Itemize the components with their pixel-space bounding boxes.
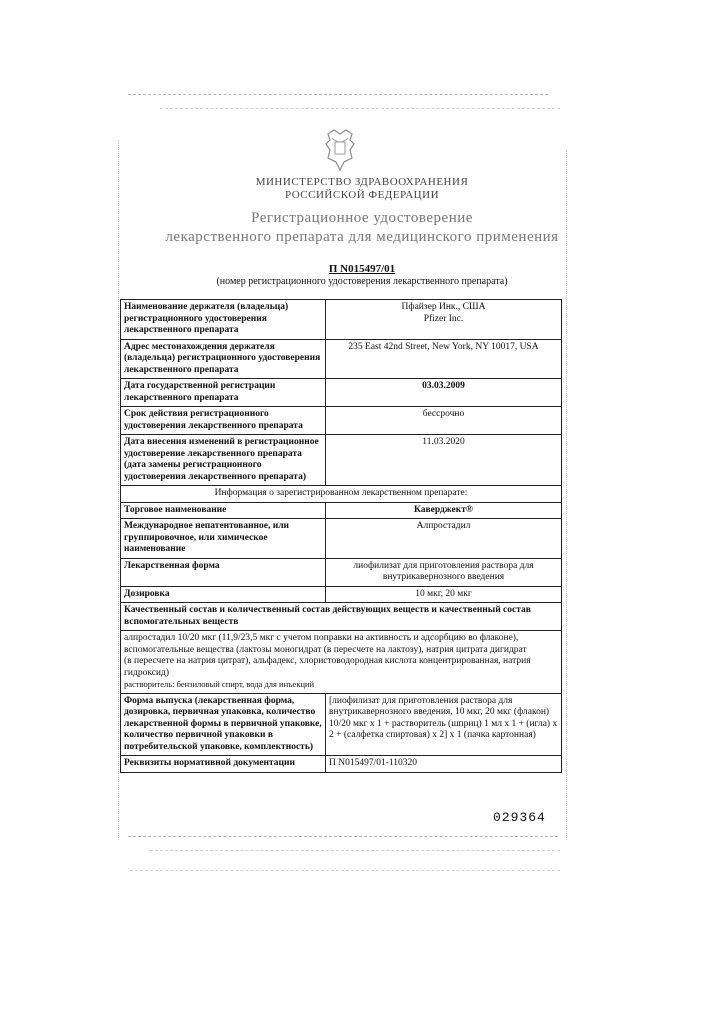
composition-text xyxy=(121,631,562,694)
coat-of-arms-emblem xyxy=(320,128,360,172)
table-row xyxy=(121,558,562,586)
scan-artifact-line xyxy=(128,94,548,95)
scan-artifact-line xyxy=(150,850,560,851)
composition-excipients-cont: (в пересчете на натрия цитрат), альфадекс, хлористоводородная кислота концентрированная, натрия гидроксид) xyxy=(124,656,531,678)
table-row xyxy=(121,693,562,756)
normative-doc-value: П N015497/01-110320 xyxy=(326,756,562,773)
validity-label: Срок действия регистрационного удостоверения лекарственного препарата xyxy=(121,407,326,435)
release-form-value: [лиофилизат для приготовления раствора для внутрикавернозного введения, 10 мкг, 20 мкг (флакон) 10/20 мкг x 1 + растворитель (шприц) 1 мл x 1 + (игла) x 2 + (салфетка спиртовая) x 2] x 1 (пачка картонная) xyxy=(326,693,562,756)
composition-heading: Качественный состав и количественный состав действующих веществ и качественный состав вспомогательных веществ xyxy=(121,603,562,631)
holder-name-value xyxy=(326,300,562,340)
ministry-name-line1: МИНИСТЕРСТВО ЗДРАВООХРАНЕНИЯ xyxy=(255,176,469,188)
scan-artifact-line xyxy=(160,108,560,109)
table-row xyxy=(121,631,562,694)
table-row xyxy=(121,502,562,519)
inn-label: Международное непатентованное, или группировочное, или химическое наименование xyxy=(121,519,326,559)
form-border xyxy=(566,150,567,840)
certificate-subtitle: лекарственного препарата для медицинского применения xyxy=(165,229,559,245)
composition-active: алпростадил 10/20 мкг (11,9/23,5 мкг с учетом поправки на активность и адсорбцию во флаконе), xyxy=(124,633,519,643)
product-info-header: Информация о зарегистрированном лекарственном препарате: xyxy=(121,486,562,503)
dosage-form-label: Лекарственная форма xyxy=(121,558,326,586)
ministry-name-line2: РОССИЙСКОЙ ФЕДЕРАЦИИ xyxy=(284,189,440,201)
table-row xyxy=(121,603,562,631)
certificate-title: Регистрационное удостоверение xyxy=(251,210,473,226)
composition-solvent: растворитель: бензиловый спирт, вода для инъекций xyxy=(124,679,315,689)
strength-value: 10 мкг, 20 мкг xyxy=(326,586,562,603)
validity-value: бессрочно xyxy=(326,407,562,435)
amendment-date-value: 11.03.2020 xyxy=(326,435,562,486)
holder-name-en: Pfizer Inc. xyxy=(423,313,464,324)
holder-address-value: 235 East 42nd Street, New York, NY 10017, USA xyxy=(326,339,562,379)
table-row xyxy=(121,339,562,379)
table-row xyxy=(121,586,562,603)
table-row xyxy=(121,379,562,407)
strength-label: Дозировка xyxy=(121,586,326,603)
table-row xyxy=(121,486,562,503)
table-row xyxy=(121,756,562,773)
registration-number: П N015497/01 xyxy=(328,263,396,275)
holder-name-ru: Пфайзер Инк., США xyxy=(401,302,486,312)
registration-number-caption: (номер регистрационного удостоверения лекарственного препарата) xyxy=(216,276,508,287)
trade-name-label: Торговое наименование xyxy=(121,502,326,519)
table-row xyxy=(121,407,562,435)
table-row xyxy=(121,300,562,340)
table-row xyxy=(121,519,562,559)
release-form-label: Форма выпуска (лекарственная форма, дозировка, первичная упаковка, количество лекарственной формы в первичной упаковке, количество первичной упаковки в потребительской упаковке, комплектность) xyxy=(121,693,326,756)
trade-name-value: Каверджект® xyxy=(326,502,562,519)
holder-name-label: Наименование держателя (владельца) регистрационного удостоверения лекарственного препарата xyxy=(121,300,326,340)
amendment-date-label: Дата внесения изменений в регистрационное удостоверение лекарственного препарата (дата замены регистрационного удостоверения лекарственного препарата) xyxy=(121,435,326,486)
document-serial-number: 029364 xyxy=(493,810,546,825)
dosage-form-value: лиофилизат для приготовления раствора для внутрикавернозного введения xyxy=(326,558,562,586)
holder-address-label: Адрес местонахождения держателя (владельца) регистрационного удостоверения лекарственного препарата xyxy=(121,339,326,379)
registration-table xyxy=(120,299,562,773)
scan-artifact-line xyxy=(130,870,560,871)
table-row xyxy=(121,435,562,486)
inn-value: Алпростадил xyxy=(326,519,562,559)
composition-excipients: вспомогательные вещества (лактозы моногидрат (в пересчете на лактозу), натрия цитрата дигидрат xyxy=(124,644,527,655)
scan-artifact-line xyxy=(128,836,558,837)
registration-date-label: Дата государственной регистрации лекарственного препарата xyxy=(121,379,326,407)
registration-date-value: 03.03.2009 xyxy=(326,379,562,407)
normative-doc-label: Реквизиты нормативной документации xyxy=(121,756,326,773)
